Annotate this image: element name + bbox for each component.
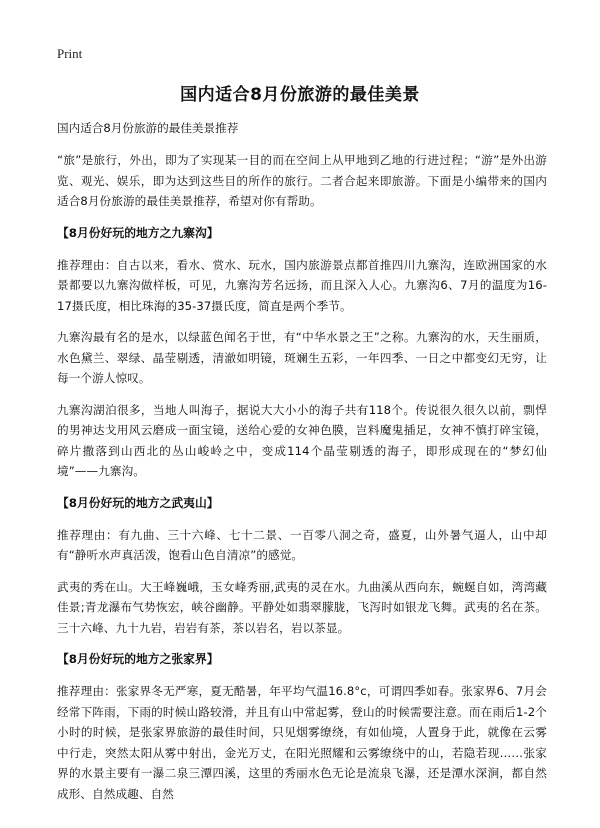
page-title: 国内适合8月份旅游的最佳美景 <box>180 85 420 105</box>
section-heading: 【8月份好玩的地方之武夷山】 <box>57 495 219 510</box>
section-wuyishan <box>57 493 547 639</box>
section-zhangjiajie <box>57 649 547 804</box>
section-paragraph: 推荐理由：自古以来，看水、赏水、玩水，国内旅游景点都首推四川九寨沟，连欧洲国家的水景都要以九寨沟做样板，可见，九寨沟芳名远扬，而且深入人心。九寨沟6、7月的温度为16-17摄氏度，相比珠海的35-37摄氏度，简直是两个季节。 <box>57 257 547 313</box>
section-heading: 【8月份好玩的地方之九寨沟】 <box>57 225 219 240</box>
section-paragraph: 推荐理由：有九曲、三十六峰、七十二景、一百零八洞之奇，盛夏，山外暑气逼人，山中却有“静听水声真活泼，饱看山色自清凉”的感觉。 <box>57 527 547 562</box>
section-paragraph: 推荐理由：张家界冬无严寒，夏无酷暑，年平均气温16.8°c，可谓四季如春。张家界6、7月会经常下阵雨，下雨的时候山路较滑，并且有山中常起雾，登山的时候需要注意。而在雨后1-2个小时的时候，是张家界旅游的最佳时间，只见烟雾缭绕，有如仙境，人置身于此，就像在云雾中行走，突然太阳从雾中射出，金光万丈，在阳光照耀和云雾缭绕中的山，若隐若现……张家界的水景主要有一瀑二泉三潭四溪，这里的秀丽水色无论是流泉飞瀑，还是潭水深涧，都自然成形、自然成趣、自然 <box>57 684 547 801</box>
section-heading: 【8月份好玩的地方之张家界】 <box>57 652 219 666</box>
article-subtitle: 国内适合8月份旅游的最佳美景推荐 <box>57 121 239 135</box>
section-paragraph: 九寨沟湖泊很多，当地人叫海子，据说大大小小的海子共有118个。传说很久很久以前，剽悍的男神达戈用风云磨成一面宝镜，送给心爱的女神色膜，岂料魔鬼插足，女神不慎打碎宝镜，碎片撒落到山西北的丛山峻岭之中，变成114个晶莹剔透的海子，即形成现在的“梦幻仙境”——九寨沟。 <box>57 402 547 478</box>
intro-paragraph: “旅”是旅行，外出，即为了实现某一目的而在空间上从甲地到乙地的行进过程；“游”是外出游览、观光、娱乐，即为达到这些目的所作的旅行。二者合起来即旅游。下面是小编带来的国内适合8月份旅游的最佳美景推荐，希望对你有帮助。 <box>57 153 547 208</box>
section-paragraph: 九寨沟最有名的是水，以绿蓝色闻名于世，有“中华水景之王”之称。九寨沟的水，天生丽质，水色黛兰、翠绿、晶莹剔透，清澈如明镜，斑斓生五彩，一年四季、一日之中都变幻无穷，让每一个游人惊叹。 <box>57 330 547 385</box>
print-link[interactable]: Print <box>57 46 83 61</box>
article-body <box>57 118 547 815</box>
section-paragraph: 武夷的秀在山。大王峰巍峨，玉女峰秀丽,武夷的灵在水。九曲溪从西向东，蜿蜒自如，湾湾藏佳景;青龙瀑布气势恢宏，峡谷幽静。平静处如翡翠朦胧，飞泻时如银龙飞舞。武夷的名在茶。三十六峰、九十九岩，岩岩有茶，茶以岩名，岩以茶显。 <box>57 579 547 635</box>
section-jiuzhaigou <box>57 223 547 482</box>
